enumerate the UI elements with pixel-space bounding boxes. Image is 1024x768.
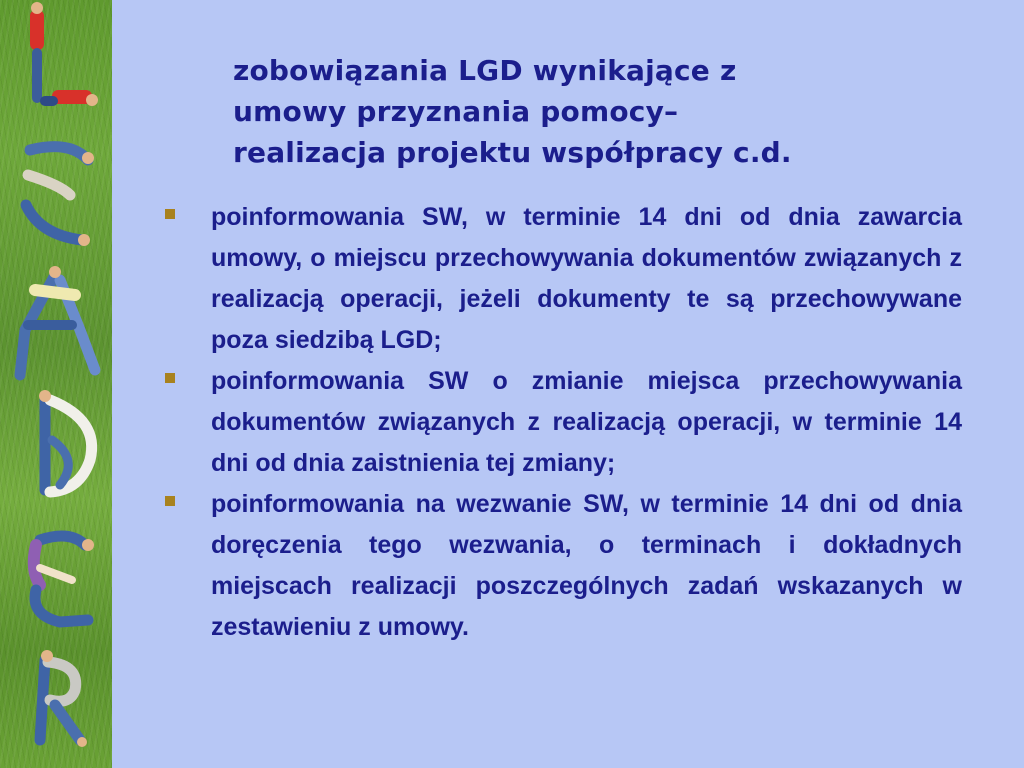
slide-title: zobowiązania LGD wynikające z umowy przyznania pomocy– realizacja projektu współpracy c.d. [233,54,792,169]
bullet-square-icon [165,209,175,219]
figure-group-2 [26,147,94,246]
figure-group-4 [39,390,92,492]
figure-group-6 [40,650,87,747]
decorative-photo-strip [0,0,112,768]
bullet-square-icon [165,496,175,506]
bullet-square-icon [165,373,175,383]
bullet-text: poinformowania SW o zmianie miejsca przechowywania dokumentów związanych z realizacją operacji, w terminie 14 dni od dnia zaistnienia tej zmiany; [211,367,962,477]
bullet-list [160,197,962,648]
bullet-item-1 [160,197,962,361]
figure-group-1 [30,2,98,106]
people-on-grass-illustration [0,0,112,768]
bullet-item-2 [160,361,962,484]
figure-group-5 [34,536,94,622]
bullet-text: poinformowania SW, w terminie 14 dni od dnia zawarcia umowy, o miejscu przechowywania dokumentów związanych z realizacją operacji, jeżeli dokumenty te są przechowywane poza siedzibą LGD; [211,203,962,354]
bullet-text: poinformowania na wezwanie SW, w terminie 14 dni od dnia doręczenia tego wezwania, o terminach i dokładnych miejscach realizacji poszczególnych zadań wskazanych w zestawieniu z umowy. [211,490,962,641]
bullet-item-3 [160,484,962,648]
figure-group-3 [20,266,95,375]
